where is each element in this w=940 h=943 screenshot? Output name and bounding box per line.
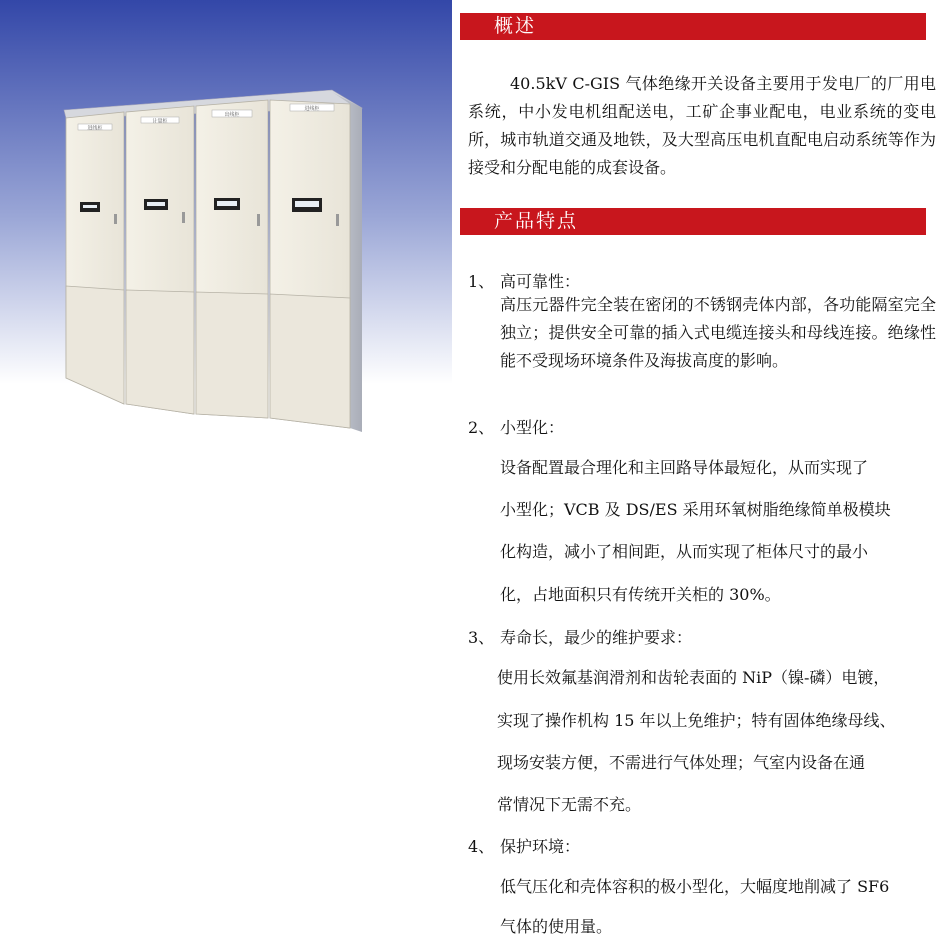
switchgear-cabinet-photo	[0, 0, 452, 480]
cabinet-3	[196, 100, 268, 418]
features-heading: 产品特点	[494, 210, 579, 232]
feature-3-line-1: 使用长效氟基润滑剂和齿轮表面的 NiP（镍-磷）电镀，	[497, 668, 890, 687]
feature-1-title: 高可靠性：	[500, 272, 581, 291]
feature-2-line-2: 小型化；VCB 及 DS/ES 采用环氧树脂绝缘简单极模块	[500, 500, 891, 519]
cabinet-2-label: 计量柜	[152, 118, 168, 125]
feature-2-number: 2、	[468, 418, 495, 437]
feature-4-line-1: 低气压化和壳体容积的极小型化，大幅度地削减了 SF6	[500, 877, 890, 896]
cabinet-3-label: 出线柜	[224, 112, 240, 118]
features-heading-bar	[460, 208, 926, 235]
cabinet-1-label: 进线柜	[87, 125, 103, 132]
feature-4-title: 保护环境：	[500, 837, 581, 856]
feature-1-body: 高压元器件完全装在密闭的不锈钢壳体内部，各功能隔室完全独立；提供安全可靠的插入式电缆连接头和母线连接。绝缘性能不受现场环境条件及海拔高度的影响。	[500, 295, 936, 370]
feature-2-line-1: 设备配置最合理化和主回路导体最短化，从而实现了	[500, 458, 869, 477]
feature-3-title: 寿命长，最少的维护要求：	[500, 628, 693, 647]
feature-2-title: 小型化：	[500, 418, 565, 437]
feature-3-line-2: 实现了操作机构 15 年以上免维护；特有固体绝缘母线、	[497, 711, 896, 730]
feature-2-line-3: 化构造，减小了相间距，从而实现了柜体尺寸的最小	[500, 542, 869, 561]
feature-4-line-2: 气体的使用量。	[500, 917, 613, 936]
overview-heading: 概述	[494, 15, 537, 37]
overview-heading-bar	[460, 13, 926, 40]
feature-2-line-4: 化，占地面积只有传统开关柜的 30%。	[500, 585, 781, 604]
feature-3-number: 3、	[468, 628, 495, 647]
cabinet-4-label: 进线柜	[304, 106, 320, 112]
intro-paragraph: 40.5kV C-GIS 气体绝缘开关设备主要用于发电厂的厂用电系统，中小发电机组配送电，工矿企事业配电，电业系统的变电所，城市轨道交通及地铁，及大型高压电机直配电启动系统等作为接受和分配电能的成套设备。	[468, 74, 936, 177]
cabinet-4	[270, 100, 350, 428]
cabinet-1	[66, 112, 124, 404]
feature-1-number: 1、	[468, 272, 495, 291]
feature-3-line-3: 现场安装方便，不需进行气体处理；气室内设备在通	[497, 753, 866, 772]
feature-3-line-4: 常情况下无需不充。	[497, 795, 642, 814]
cabinet-2	[126, 106, 194, 414]
feature-4-number: 4、	[468, 837, 495, 856]
